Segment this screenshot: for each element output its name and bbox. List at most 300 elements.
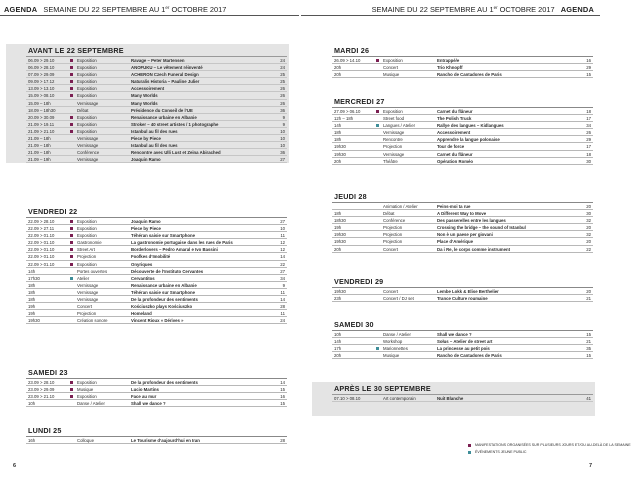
event-type: Exposition (77, 219, 97, 224)
event-date: 15.09 – 18h (28, 100, 51, 106)
section-title: APRÈS LE 30 SEPTEMBRE (312, 382, 595, 395)
event-type: Danse / Atelier (383, 332, 411, 337)
event-page: 9 (282, 282, 285, 288)
event-title: Foofkes d’Imobilité (131, 254, 171, 260)
event-title: Opération Roméo (437, 158, 474, 164)
multi-day-marker-icon (376, 59, 379, 62)
header-week-sup: er (165, 5, 170, 10)
event-page: 36 (280, 150, 285, 156)
section-vendredi-29 (312, 275, 595, 302)
event-type: Vernissage (77, 100, 99, 106)
section-title: AVANT LE 22 SEPTEMBRE (6, 44, 289, 57)
event-type: Street Art (77, 247, 95, 253)
event-title: ANOFUKU – Le vêtement réinventé (131, 65, 203, 71)
right-page (300, 0, 631, 481)
section-title: MARDI 26 (312, 44, 595, 57)
section-samedi-23 (6, 366, 289, 407)
event-title: Ravage – Peter Martensen (131, 58, 185, 63)
event-list (312, 288, 595, 302)
event-page: 12 (280, 240, 285, 246)
event-row (332, 295, 593, 302)
event-page: 30 (586, 158, 591, 164)
event-date: 22.09 > 01.10 (28, 254, 55, 260)
event-title: Istanbul au fil des rues (131, 143, 178, 149)
event-title: A Different Way to Move (437, 211, 487, 217)
event-type: Exposition (77, 86, 97, 92)
event-row (332, 338, 593, 345)
event-row (26, 303, 287, 310)
event-type: Vernissage (383, 151, 405, 157)
event-date: 17h30 (28, 275, 40, 281)
multi-day-marker-icon (70, 255, 73, 258)
event-date: 18h (28, 289, 36, 295)
event-date: 15.09 > 08.10 (28, 93, 55, 99)
event-date: 21.09 – 19h (28, 157, 51, 163)
section-title: SAMEDI 30 (312, 318, 595, 331)
event-title: Entrappé/e (437, 58, 460, 63)
event-page: 10 (280, 128, 285, 134)
event-type: Exposition (77, 58, 97, 63)
event-title: Da i Re, le corps comme instrument (437, 246, 511, 252)
multi-day-marker-icon (70, 395, 73, 398)
event-type: Exposition (77, 114, 97, 120)
section-title: SAMEDI 23 (6, 366, 289, 379)
section-apres-30-septembre (312, 382, 595, 416)
running-header-right (372, 2, 594, 14)
event-title: La princesse au petit pois (437, 346, 490, 352)
event-title: Borderlovers – Pedro Amaral e Ivo Bassini (131, 247, 218, 253)
event-date: 23.09 > 21.10 (28, 394, 55, 400)
event-type: Exposition (77, 72, 97, 78)
section-title: VENDREDI 29 (312, 275, 595, 288)
event-type: Concert (383, 65, 399, 71)
event-type: Workshop (383, 339, 403, 345)
multi-day-marker-icon (70, 220, 73, 223)
header-week-sup: er (493, 5, 498, 10)
event-date: 22.09 > 28.10 (28, 219, 55, 224)
event-title: Lembe Lokk & Elise Berthelier (437, 289, 499, 294)
event-row (332, 238, 593, 245)
event-type: Exposition (77, 261, 97, 267)
event-row (26, 282, 287, 289)
header-week-text-end: OCTOBRE 2017 (169, 5, 227, 14)
event-title: Apprendre la langue polonaise (437, 137, 500, 143)
event-title: Lucio Martins (131, 387, 159, 393)
event-row (332, 331, 593, 338)
event-title: Crossing the bridge – the sound of Istanbul (437, 225, 526, 231)
event-title: Rancho de Cantadores de Paris (437, 353, 502, 359)
event-date: 09.09 > 17.12 (28, 79, 55, 85)
event-page: 15 (586, 72, 591, 78)
event-row (26, 57, 287, 64)
event-list (312, 203, 595, 253)
event-row (332, 288, 593, 295)
event-page: 27 (280, 219, 285, 224)
page-number-left: 6 (13, 463, 17, 469)
multi-day-marker-icon (70, 381, 73, 384)
event-page: 11 (280, 233, 285, 239)
section-title: VENDREDI 22 (6, 205, 289, 218)
event-date: 19h (334, 225, 342, 231)
event-date: 18h (334, 137, 342, 143)
event-row (26, 92, 287, 99)
event-type: Exposition (77, 128, 97, 134)
event-type: Musique (383, 353, 400, 359)
event-row (26, 135, 287, 142)
legend-young-text: ÉVÉNEMENTS JEUNE PUBLIC (475, 450, 527, 454)
event-title: Kościuszko plays Kościuszko (131, 304, 193, 310)
multi-day-marker-icon (70, 116, 73, 119)
event-page: 32 (586, 218, 591, 224)
event-row (26, 400, 287, 407)
event-page: 41 (586, 396, 591, 401)
multi-day-marker-icon (70, 130, 73, 133)
event-title: Cervantitos (131, 275, 155, 281)
event-row (332, 345, 593, 352)
event-type: Concert (383, 246, 399, 252)
header-week-text: SEMAINE DU 22 SEPTEMBRE AU 1 (43, 5, 166, 14)
event-page: 26 (280, 93, 285, 99)
event-page: 29 (586, 65, 591, 71)
event-type: Projection (383, 225, 403, 231)
event-page: 20 (586, 225, 591, 231)
event-page: 12 (280, 247, 285, 253)
event-row (26, 437, 287, 444)
event-type: Vernissage (77, 143, 99, 149)
event-date: 18h30 (334, 218, 346, 224)
event-row (332, 115, 593, 122)
event-page: 25 (280, 72, 285, 78)
multi-day-marker-icon (70, 73, 73, 76)
event-row (332, 352, 593, 359)
event-date: 10h (334, 332, 342, 337)
event-title: Tour de force (437, 144, 465, 150)
event-list (6, 218, 289, 324)
event-page: 9 (282, 114, 285, 120)
header-rule (0, 15, 299, 16)
event-date: 20h (334, 353, 342, 359)
section-vendredi-22 (6, 205, 289, 324)
event-type: Vernissage (77, 297, 99, 303)
event-row (26, 156, 287, 163)
teal-square-icon (468, 451, 471, 454)
event-page: 18 (586, 151, 591, 157)
event-title: Téhéran saisie sur Smartphone (131, 289, 195, 295)
event-row (332, 129, 593, 136)
header-agenda-label: AGENDA (560, 5, 594, 14)
event-date: 20.09 > 30.09 (28, 114, 55, 120)
event-page: 10 (280, 226, 285, 232)
event-row (26, 225, 287, 232)
event-page: 15 (586, 353, 591, 359)
event-row (26, 121, 287, 128)
section-mardi-26 (312, 44, 595, 78)
event-date: 21.09 – 18h (28, 150, 51, 156)
event-page: 14 (280, 297, 285, 303)
section-mercredi-27 (312, 95, 595, 165)
event-title: Des passerelles entre les langues (437, 218, 506, 224)
event-page: 21 (586, 339, 591, 345)
event-date: 21.09 > 21.10 (28, 128, 55, 134)
event-page: 20 (586, 239, 591, 245)
event-list (312, 331, 595, 359)
event-row (26, 261, 287, 268)
event-title: Trio Khnopff (437, 65, 463, 71)
event-title: Shall we dance ? (437, 332, 472, 337)
event-title: ACHERON Czech Funeral Design (131, 72, 199, 78)
multi-day-marker-icon (70, 234, 73, 237)
event-title: Sołus – Atelier de street art (437, 339, 493, 345)
event-page: 17 (586, 144, 591, 150)
event-type: Concert (77, 304, 93, 310)
event-date: 22.09 > 01.10 (28, 240, 55, 246)
event-type: Exposition (77, 93, 97, 99)
event-row (332, 64, 593, 71)
multi-day-marker-icon (70, 87, 73, 90)
event-title: Peins-moi ta rue (437, 204, 471, 209)
event-page: 24 (280, 318, 285, 324)
event-page: 21 (586, 296, 591, 302)
event-type: Exposition (383, 109, 403, 114)
event-page: 10 (280, 136, 285, 142)
event-row (332, 203, 593, 210)
event-date: 19h30 (334, 239, 346, 245)
event-date: 23h (334, 296, 342, 302)
event-date: 14h (28, 268, 36, 274)
event-list (6, 437, 289, 444)
event-page: 18 (586, 109, 591, 114)
event-title: Istanbul au fil des rues (131, 128, 178, 134)
multi-day-marker-icon (70, 123, 73, 126)
event-type: Vernissage (77, 282, 99, 288)
header-agenda-label: AGENDA (4, 5, 38, 14)
event-date: 18h (334, 211, 342, 217)
event-list (312, 57, 595, 78)
multi-day-marker-icon (70, 241, 73, 244)
event-row (26, 275, 287, 282)
event-title: Many Worlds (131, 100, 158, 106)
event-date: 21.09 – 18h (28, 143, 51, 149)
event-page: 16 (586, 58, 591, 63)
event-title: Présidence du Conseil de l’UE (131, 107, 193, 113)
left-page (0, 0, 300, 481)
event-date: 16h (28, 438, 36, 443)
event-type: Vernissage (77, 136, 99, 142)
multi-day-marker-icon (70, 80, 73, 83)
event-type: Conférence (77, 150, 100, 156)
event-date: 22.09 > 27.11 (28, 226, 55, 232)
event-row (26, 232, 287, 239)
event-page: 26 (586, 130, 591, 136)
event-date: 22.09 > 01.10 (28, 261, 55, 267)
event-row (332, 151, 593, 158)
event-row (332, 122, 593, 129)
event-page: 26 (280, 100, 285, 106)
event-page: 27 (280, 268, 285, 274)
section-lundi-25 (6, 424, 289, 444)
event-page: 25 (280, 79, 285, 85)
event-type: Exposition (77, 121, 97, 127)
event-row (332, 143, 593, 150)
multi-day-marker-icon (70, 94, 73, 97)
event-date: 18h (28, 282, 36, 288)
event-date: 19h30 (334, 289, 346, 294)
event-date: 18h (28, 297, 36, 303)
event-type: Animation / Atelier (383, 204, 418, 209)
event-page: 34 (280, 275, 285, 281)
event-title: Trance Culture roumaine (437, 296, 488, 302)
event-type: Exposition (77, 226, 97, 232)
multi-day-marker-icon (70, 59, 73, 62)
event-date: 20h (334, 72, 342, 78)
event-type: Vernissage (77, 157, 99, 163)
event-row (26, 296, 287, 303)
event-page: 24 (280, 58, 285, 63)
event-date: 06.09 > 28.10 (28, 65, 55, 71)
event-type: Langues / Atelier (383, 123, 416, 129)
section-title: LUNDI 25 (6, 424, 289, 437)
event-row (332, 108, 593, 115)
event-row (26, 100, 287, 107)
legend-young-public (468, 449, 594, 456)
legend (468, 442, 631, 456)
event-row (26, 289, 287, 296)
event-page: 29 (586, 137, 591, 143)
event-type: Rencontre (383, 137, 403, 143)
event-date: 20h (334, 246, 342, 252)
event-type: Conférence (383, 218, 406, 224)
event-date: 18h (334, 130, 342, 136)
event-title: Vincent Rioux « Dérives » (131, 318, 184, 324)
event-row (26, 239, 287, 246)
event-title: Homeland (131, 311, 152, 317)
event-type: Projection (383, 232, 403, 238)
event-date: 19h (28, 311, 36, 317)
event-row (26, 253, 287, 260)
event-date: 06.09 > 29.10 (28, 58, 55, 63)
event-row (26, 218, 287, 225)
event-title: Many Worlds (131, 93, 158, 99)
event-type: Vernissage (77, 289, 99, 295)
event-row (332, 158, 593, 165)
event-row (26, 128, 287, 135)
header-rule (301, 15, 600, 16)
event-type: Débat (77, 107, 89, 113)
event-date: 14h (334, 123, 342, 129)
event-row (332, 210, 593, 217)
event-row (26, 317, 287, 324)
event-date: 22.09 > 01.10 (28, 247, 55, 253)
event-date: 27.09 > 06.10 (334, 109, 361, 114)
event-date: 07.10 > 08.10 (334, 396, 361, 401)
event-page: 16 (280, 394, 285, 400)
section-jeudi-28 (312, 190, 595, 253)
multi-day-marker-icon (70, 248, 73, 251)
event-page: 26 (280, 86, 285, 92)
event-title: Renaissance urbaine en Albanie (131, 282, 197, 288)
event-type: Exposition (77, 380, 97, 385)
event-date: 17h (334, 346, 342, 352)
event-title: The Polish Truck (437, 116, 472, 122)
event-page: 28 (280, 438, 285, 443)
event-title: Piece by Piece (131, 226, 161, 232)
event-row (26, 268, 287, 275)
event-date: 19h30 (28, 318, 40, 324)
event-title: Carnet du flâneur (437, 109, 473, 114)
event-row (26, 114, 287, 121)
section-title: MERCREDI 27 (312, 95, 595, 108)
event-list (6, 379, 289, 407)
page-number-right: 7 (588, 463, 592, 469)
event-type: Vernissage (383, 130, 405, 136)
event-title: Joaquin Ramo (131, 219, 161, 224)
event-title: Piece by Piece (131, 136, 161, 142)
event-row (26, 246, 287, 253)
event-type: Art contemporain (383, 396, 416, 401)
event-title: Renaissance urbaine en Albanie (131, 114, 197, 120)
event-type: Exposition (77, 394, 97, 400)
event-page: 17 (586, 116, 591, 122)
event-type: Projection (77, 254, 97, 260)
event-date: 21.09 > 19.11 (28, 121, 55, 127)
event-type: Gastronomie (77, 240, 102, 246)
event-page: 28 (280, 304, 285, 310)
event-row (26, 393, 287, 400)
event-title: Place d’Amérique (437, 239, 474, 245)
purple-square-icon (468, 444, 471, 447)
event-title: Téhéran saisie sur Smartphone (131, 233, 195, 239)
event-type: Musique (77, 387, 94, 393)
event-type: Exposition (77, 79, 97, 85)
event-type: Portes ouvertes (77, 268, 108, 274)
event-row (26, 107, 287, 114)
event-date: 20h (334, 65, 342, 71)
event-row (332, 224, 593, 231)
event-page: 24 (280, 65, 285, 71)
event-page: 20 (586, 204, 591, 209)
event-type: Atelier (77, 275, 90, 281)
multi-day-marker-icon (70, 388, 73, 391)
event-type: Théâtre (383, 158, 398, 164)
young-public-marker-icon (70, 277, 73, 280)
event-date: 19h30 (334, 151, 346, 157)
event-page: 36 (280, 107, 285, 113)
event-page: 9 (282, 121, 285, 127)
event-title: Accessoirement (437, 130, 471, 136)
event-title: Shall we dance ? (131, 401, 166, 407)
event-title: Rancho de Cantadores de Paris (437, 72, 502, 78)
event-row (332, 71, 593, 78)
young-public-marker-icon (376, 347, 379, 350)
event-type: Danse / Atelier (77, 401, 105, 407)
event-type: Débat (383, 211, 395, 217)
event-page: 34 (586, 123, 591, 129)
event-row (26, 379, 287, 386)
event-date: 26.09 > 14.10 (334, 58, 361, 63)
event-type: Street food (383, 116, 405, 122)
legend-multi-day-text: MANIFESTATIONS ORGANISÉES SUR PLUSIEURS JOURS ET/OU AU-DELÀ DE LA SEMAINE (475, 443, 631, 447)
section-title: JEUDI 28 (312, 190, 595, 203)
event-row (332, 395, 593, 402)
event-title: Rencontre avec Ulli Lust et Zeina Abirached (131, 150, 221, 156)
event-date: 23.09 > 28.10 (28, 380, 55, 385)
event-type: Exposition (77, 65, 97, 71)
event-list (6, 57, 289, 163)
event-type: Colloque (77, 438, 94, 443)
event-page: 20 (586, 289, 591, 294)
event-title: Carnet du flâneur (437, 151, 473, 157)
event-row (332, 136, 593, 143)
